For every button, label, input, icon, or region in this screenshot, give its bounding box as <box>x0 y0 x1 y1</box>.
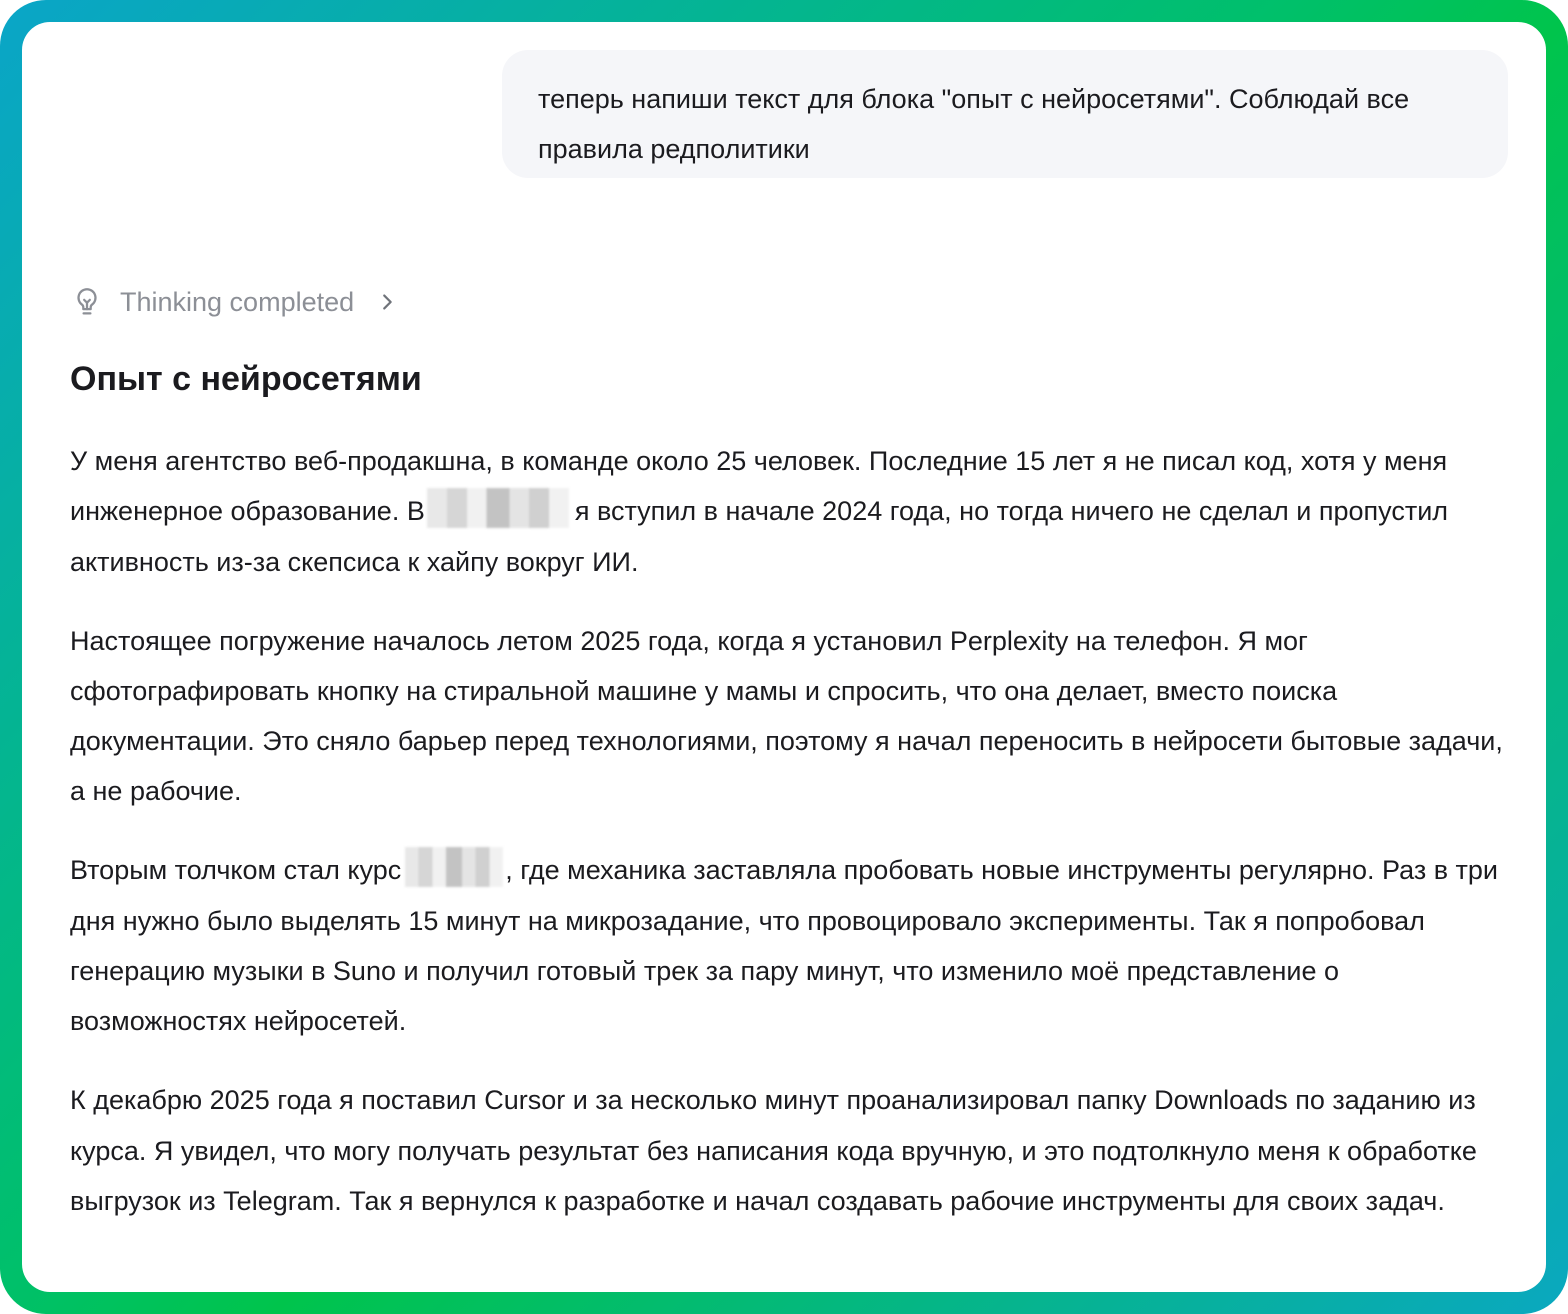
thinking-toggle[interactable] <box>70 280 398 324</box>
answer-body <box>70 436 1510 1255</box>
thinking-label: Thinking completed <box>120 286 355 317</box>
chevron-right-icon <box>376 291 398 313</box>
paragraph-1-text-end: я вступил в начале 2024 года, но тогда ничего не сделал и пропустил активность из-за скепсиса к хайпу вокруг ИИ. <box>70 496 1449 577</box>
redacted-blur <box>427 488 569 528</box>
lightbulb-icon <box>70 285 104 319</box>
paragraph-3-text-end: , где механика заставляла пробовать новые инструменты регулярно. Раз в три дня нужно было выделять 15 минут на микрозадание, что провоцировало эксперименты. Так я попробовал генерацию музыки в Suno и получил готовый трек за пару минут, что изменило моё представление о возможностях нейросетей. <box>70 855 1499 1037</box>
user-message-bubble <box>502 50 1508 178</box>
answer-paragraph-2: Настоящее погружение началось летом 2025 года, когда я установил Perplexity на телефон. Я мог сфотографировать кнопку на стиральной машине у мамы и спросить, что она делает, вместо поиска документации. Это сняло барьер перед технологиями, поэтому я начал переносить в нейросети бытовые задачи, а не рабочие. <box>70 625 1503 807</box>
answer-paragraph-4: К декабрю 2025 года я поставил Cursor и за несколько минут проанализировал папку Downloads по заданию из курса. Я увидел, что могу получать результат без написания кода вручную, и это подтолкнуло меня к обработке выгрузок из Telegram. Так я вернулся к разработке и начал создавать рабочие инструменты для своих задач. <box>70 1085 1477 1216</box>
user-message-text: теперь напиши текст для блока "опыт с нейросетями". Соблюдай все правила редполитики <box>538 84 1410 164</box>
answer-title: Опыт с нейросетями <box>70 360 422 398</box>
chat-card <box>22 22 1546 1292</box>
paragraph-1-text-start: У меня агентство веб-продакшна, в команде около 25 человек. Последние 15 лет я не писал код, хотя у меня инженерное образование. В <box>70 446 1448 527</box>
answer-paragraph-3 <box>70 845 1510 1046</box>
redacted-blur <box>405 847 503 887</box>
paragraph-3-text-start: Вторым толчком стал курс <box>70 855 402 886</box>
answer-paragraph-1 <box>70 436 1510 587</box>
